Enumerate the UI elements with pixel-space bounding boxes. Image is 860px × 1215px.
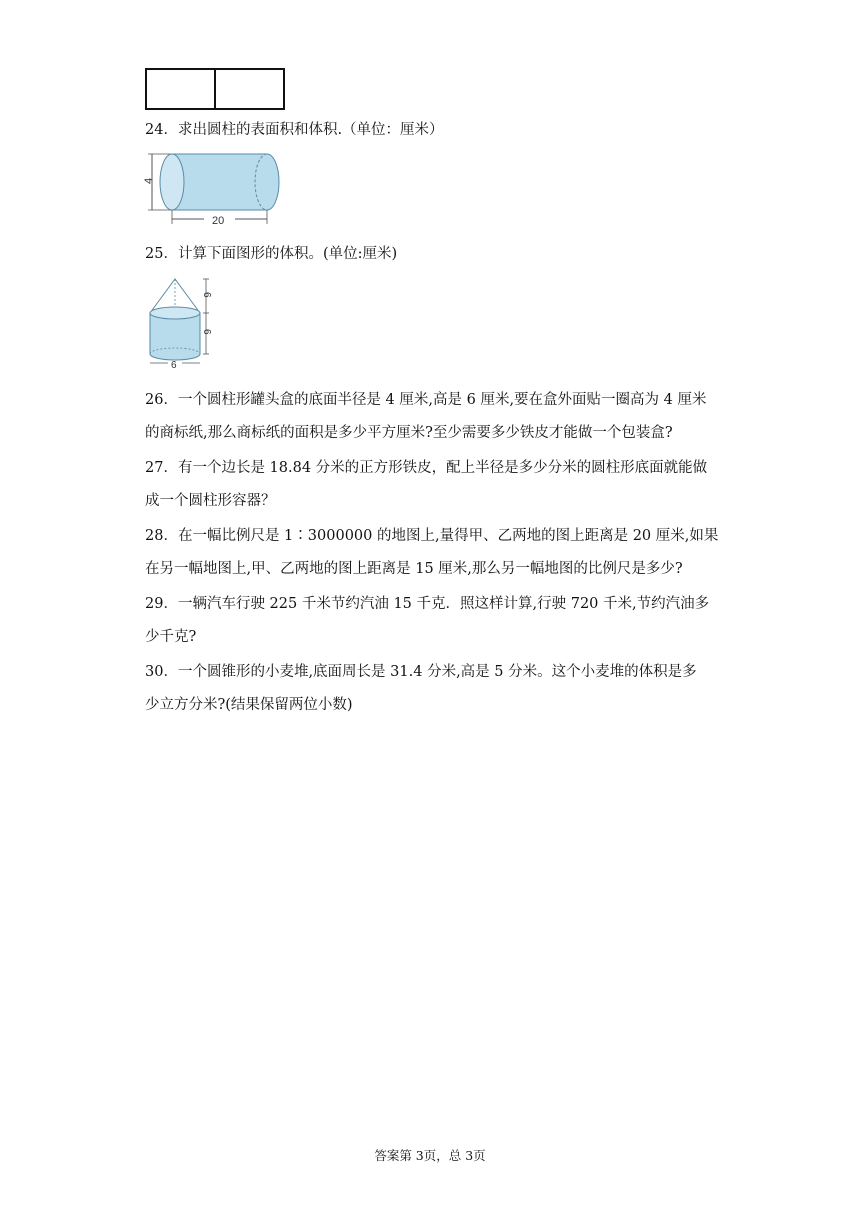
question-30 — [145, 662, 697, 682]
question-number: 30． — [145, 664, 178, 680]
question-25 — [145, 244, 397, 264]
diameter-label: 6 — [171, 360, 177, 370]
cylinder-height-label: 6 — [201, 329, 212, 335]
question-29 — [145, 594, 709, 614]
question-number: 29． — [145, 596, 178, 612]
question-24 — [145, 120, 444, 140]
page-footer: 答案第 3页，总 3页 — [374, 1148, 486, 1163]
height-label: 4 — [143, 177, 155, 184]
question-number: 25． — [145, 246, 178, 262]
question-27-line-2: 成一个圆柱形容器？ — [145, 493, 276, 509]
question-number: 27． — [145, 460, 178, 476]
question-28 — [145, 526, 718, 546]
question-text: 求出圆柱的表面积和体积.（单位：厘米） — [177, 122, 444, 138]
question-text: 计算下面图形的体积。(单位:厘米) — [177, 246, 398, 262]
question-30-line-2: 少立方分米?(结果保留两位小数) — [145, 697, 353, 713]
score-cell — [214, 70, 283, 108]
question-text: 一个圆柱形罐头盒的底面半径是 4 厘米,高是 6 厘米,要在盒外面贴一圈高为 4 厘米 — [177, 392, 707, 408]
question-number: 24． — [145, 122, 178, 138]
question-27 — [145, 458, 707, 478]
score-table — [145, 68, 285, 110]
question-text: 一辆汽车行驶 225 千米节约汽油 15 千克．照这样计算,行驶 720 千米,节约汽油多 — [177, 596, 710, 612]
question-text: 有一个边长是 18.84 分米的正方形铁皮，配上半径是多少分米的圆柱形底面就能做 — [177, 460, 708, 476]
question-text: 在一幅比例尺是 1∶3000000 的地图上,量得甲、乙两地的图上距离是 20 厘米,如果 — [177, 528, 719, 544]
question-number: 28． — [145, 528, 178, 544]
question-26 — [145, 390, 707, 410]
question-text: 一个圆锥形的小麦堆,底面周长是 31.4 分米,高是 5 分米。这个小麦堆的体积是多 — [177, 664, 697, 680]
question-29-line-2: 少千克? — [145, 629, 197, 645]
cylinder-figure — [142, 148, 287, 230]
question-26-line-2: 的商标纸,那么商标纸的面积是多少平方厘米?至少需要多少铁皮才能做一个包装盒? — [145, 425, 673, 441]
length-label: 20 — [212, 215, 225, 227]
cone-height-label: 6 — [201, 292, 212, 298]
cone-cylinder-figure — [142, 275, 217, 370]
score-cell — [147, 70, 214, 108]
question-number: 26． — [145, 392, 178, 408]
question-28-line-2: 在另一幅地图上,甲、乙两地的图上距离是 15 厘米,那么另一幅地图的比例尺是多少? — [145, 561, 683, 577]
